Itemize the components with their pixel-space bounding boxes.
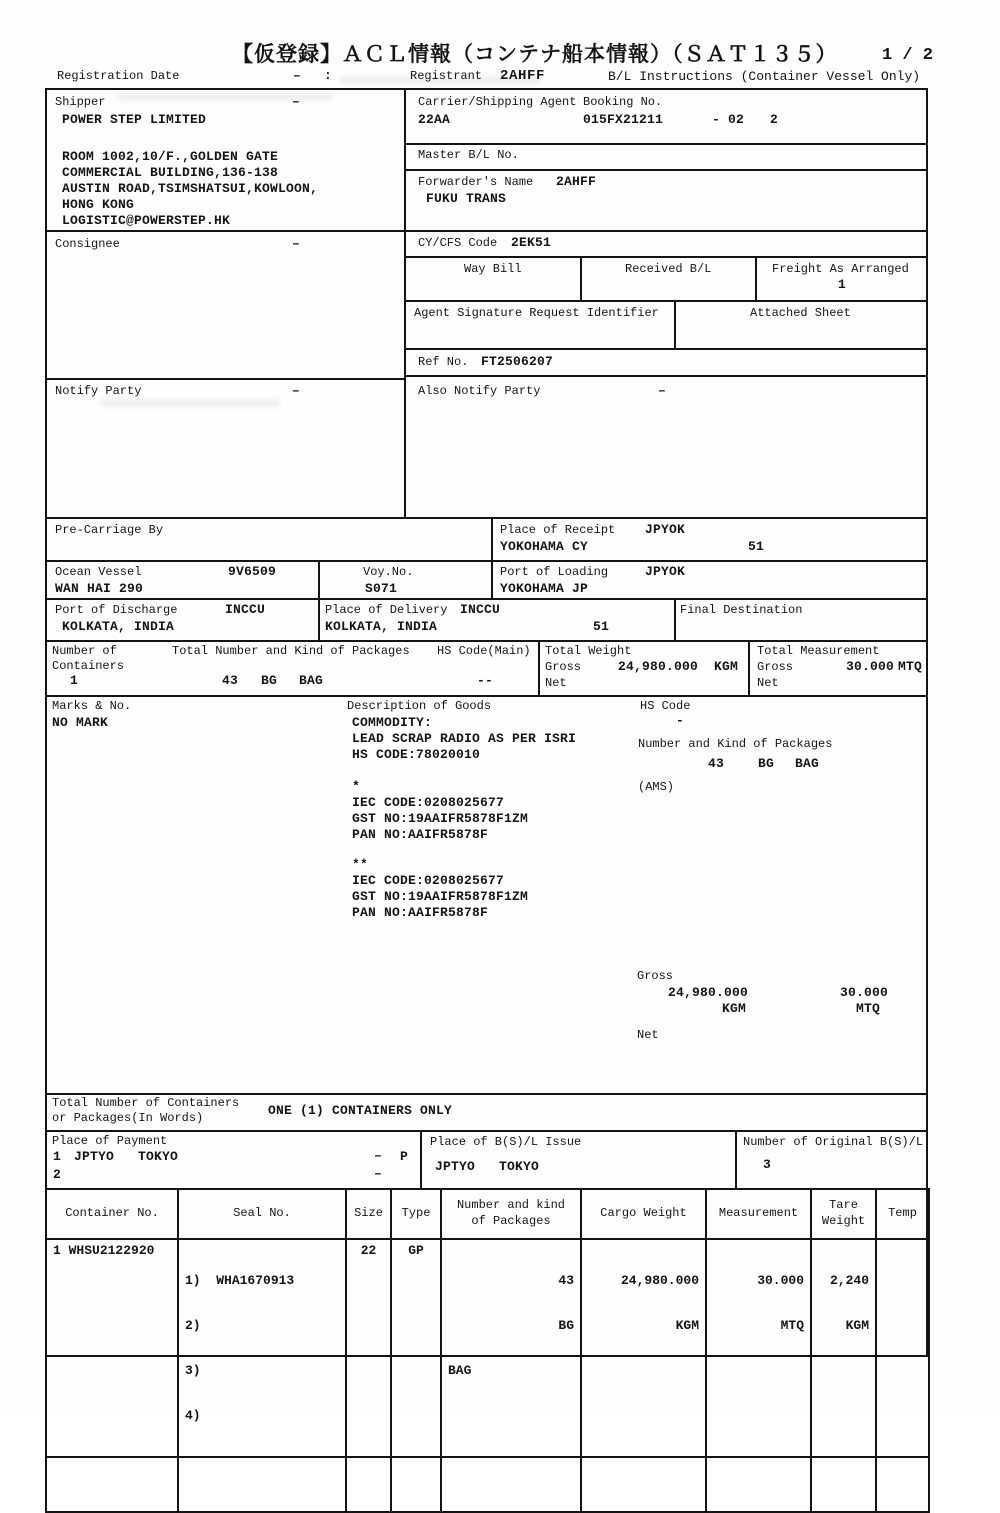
cargo-weight-unit: KGM [675, 1318, 699, 1333]
carrier-value: 22AA [418, 112, 451, 127]
ocean-vessel-code: 9V6509 [228, 564, 277, 579]
container-row [46, 1239, 929, 1457]
registrant-label: Registrant [410, 69, 483, 83]
original-bl-label: Number of Original B(S)/L [743, 1135, 924, 1149]
forwarder-code: 2AHFF [556, 174, 597, 189]
total-measurement-net-label: Net [757, 676, 779, 690]
cargo-weight-cell [581, 1239, 706, 1457]
port-of-discharge-code: INCCU [225, 602, 266, 617]
description-line: IEC CODE:0208025677 [352, 873, 505, 888]
payment-line2-dash: – [374, 1166, 383, 1181]
seal-marker: 4) [185, 1408, 201, 1423]
goods-gross-measurement-unit: MTQ [856, 1001, 881, 1016]
booking-no-seq: 2 [770, 112, 779, 127]
description-line: ** [352, 857, 369, 872]
booking-no-label: Booking No. [583, 95, 663, 109]
port-of-loading-code: JPYOK [645, 564, 686, 579]
col-header-size: Size [346, 1189, 391, 1239]
booking-no-value: 015FX21211 [583, 112, 664, 127]
goods-net-label: Net [637, 1028, 659, 1042]
words-label-line1: Total Number of Containers [52, 1096, 240, 1110]
place-of-receipt-value: 51 [748, 539, 765, 554]
hs-code-main-value: -- [477, 673, 494, 688]
cy-cfs-label: CY/CFS Code [418, 236, 498, 250]
seal-marker: 3) [185, 1363, 201, 1378]
shipper-address-line: HONG KONG [62, 197, 135, 212]
registration-date-label: Registration Date [57, 69, 180, 83]
type-cell: GP [391, 1239, 441, 1457]
packages-qty: 43 [558, 1273, 574, 1288]
cargo-weight-value: 24,980.000 [620, 1273, 699, 1288]
col-header-temp: Temp [876, 1189, 929, 1239]
description-line: COMMODITY: [352, 715, 433, 730]
freight-as-arranged-value: 1 [838, 277, 847, 292]
payment-line2-no: 2 [53, 1167, 62, 1182]
measurement-cell [706, 1239, 811, 1457]
packages-kind: BAG [448, 1363, 472, 1378]
payment-line1-value: JPTYO TOKYO [74, 1149, 179, 1164]
freight-as-arranged-label: Freight As Arranged [772, 262, 909, 276]
tare-weight-unit: KGM [845, 1318, 869, 1333]
port-of-loading-label: Port of Loading [500, 565, 609, 579]
original-bl-value: 3 [763, 1157, 772, 1172]
shipper-address-line: AUSTIN ROAD,TSIMSHATSUI,KOWLOON, [62, 181, 319, 196]
col-header-packages-line1: Number and kind [456, 1198, 566, 1213]
words-value: ONE (1) CONTAINERS ONLY [268, 1103, 453, 1118]
measurement-value: 30.000 [757, 1273, 804, 1288]
booking-no-suffix: - 02 [712, 112, 745, 127]
place-of-receipt-code: JPYOK [645, 522, 686, 537]
col-header-seal-no: Seal No. [178, 1189, 346, 1239]
goods-gross-weight-unit: KGM [722, 1001, 747, 1016]
total-packages-code: BG [261, 673, 278, 688]
payment-line1-no: 1 [53, 1149, 62, 1164]
master-bl-label: Master B/L No. [418, 148, 519, 162]
container-table [45, 1188, 930, 1513]
payment-line1-code: P [400, 1149, 409, 1164]
description-line: IEC CODE:0208025677 [352, 795, 505, 810]
voyage-value: S071 [365, 581, 398, 596]
notify-party-dash: – [292, 383, 301, 398]
consignee-label: Consignee [55, 237, 120, 251]
col-header-cargo-weight: Cargo Weight [581, 1189, 706, 1239]
size-cell: 22 [346, 1239, 391, 1457]
col-header-type: Type [391, 1189, 441, 1239]
pre-carriage-label: Pre-Carriage By [55, 523, 164, 537]
empty-cell [346, 1457, 391, 1512]
total-packages-qty: 43 [222, 673, 239, 688]
cy-cfs-value: 2EK51 [511, 235, 552, 250]
total-weight-label: Total Weight [545, 644, 632, 658]
ref-no-label: Ref No. [418, 355, 469, 369]
shipper-address-line: COMMERCIAL BUILDING,136-138 [62, 165, 279, 180]
place-of-payment-label: Place of Payment [52, 1134, 168, 1148]
registrant-value: 2AHFF [500, 68, 546, 84]
shipper-label: Shipper [55, 95, 106, 109]
total-weight-gross-unit: KGM [714, 659, 739, 674]
container-no-value: WHSU2122920 [68, 1243, 155, 1258]
received-bl-label: Received B/L [625, 262, 712, 276]
also-notify-label: Also Notify Party [418, 384, 541, 398]
empty-cell [811, 1457, 876, 1512]
registration-date-colon: : [324, 68, 333, 83]
carrier-label: Carrier/Shipping Agent [418, 95, 577, 109]
description-line: PAN NO:AAIFR5878F [352, 905, 489, 920]
goods-gross-measurement: 30.000 [840, 985, 889, 1000]
goods-gross-weight: 24,980.000 [668, 985, 749, 1000]
total-packages-kind: BAG [299, 673, 324, 688]
hs-code-main-label: HS Code(Main) [437, 644, 531, 658]
col-header-packages [441, 1189, 581, 1239]
also-notify-dash: – [658, 383, 667, 398]
measurement-unit: MTQ [780, 1318, 804, 1333]
words-label-line2: or Packages(In Words) [52, 1111, 204, 1125]
page-number: 1 / 2 [882, 46, 934, 65]
empty-cell [876, 1457, 929, 1512]
notify-party-cell [45, 378, 406, 519]
total-weight-gross-label: Gross [545, 660, 582, 674]
empty-cell [581, 1457, 706, 1512]
place-of-delivery-code: INCCU [460, 602, 501, 617]
description-line: LEAD SCRAP RADIO AS PER ISRI [352, 731, 577, 746]
description-line: GST NO:19AAIFR5878F1ZM [352, 889, 529, 904]
attached-sheet-label: Attached Sheet [750, 306, 851, 320]
seal-no-value: WHA1670913 [216, 1273, 295, 1288]
num-containers-value: 1 [70, 673, 79, 688]
registration-date-dash: – [293, 68, 302, 83]
tare-weight-value: 2,240 [829, 1273, 869, 1288]
shipper-address-line: ROOM 1002,10/F.,GOLDEN GATE [62, 149, 279, 164]
consignee-cell [45, 230, 406, 380]
empty-cell [441, 1457, 581, 1512]
ocean-vessel-name: WAN HAI 290 [55, 581, 144, 596]
empty-cell [391, 1457, 441, 1512]
description-line: PAN NO:AAIFR5878F [352, 827, 489, 842]
container-no-cell [46, 1239, 178, 1457]
row-index: 1 [53, 1243, 61, 1258]
total-measurement-gross-unit: MTQ [898, 659, 923, 674]
ams-flag: (AMS) [638, 780, 675, 794]
empty-cell [178, 1457, 346, 1512]
col-header-container-no: Container No. [46, 1189, 178, 1239]
place-of-delivery-name: KOLKATA, INDIA [325, 619, 438, 634]
tare-weight-cell [811, 1239, 876, 1457]
col-header-packages-line2: of Packages [471, 1214, 551, 1228]
description-line: HS CODE:78020010 [352, 747, 481, 762]
temp-cell [876, 1239, 929, 1457]
port-of-loading-name: YOKOHAMA JP [500, 581, 589, 596]
col-header-tare-line2: Weight [821, 1214, 866, 1228]
goods-packages-code: BG [758, 756, 775, 771]
seal-marker: 1) [185, 1273, 201, 1288]
shipper-empty-dash: – [292, 94, 301, 109]
page-title: 【仮登録】ＡＣＬ情報（コンテナ船本情報）（ＳＡＴ１３５） [232, 42, 838, 66]
total-measurement-label: Total Measurement [757, 644, 880, 658]
goods-gross-label: Gross [637, 969, 674, 983]
bl-issue-value: JPTYO TOKYO [435, 1159, 540, 1174]
goods-packages-label: Number and Kind of Packages [638, 737, 833, 751]
port-of-discharge-label: Port of Discharge [55, 603, 178, 617]
place-of-receipt-label: Place of Receipt [500, 523, 616, 537]
seal-no-cell [178, 1239, 346, 1457]
container-row-empty [46, 1457, 929, 1512]
total-weight-gross-value: 24,980.000 [618, 659, 699, 674]
port-of-discharge-name: KOLKATA, INDIA [62, 619, 175, 634]
consignee-empty-dash: – [292, 236, 301, 251]
shipper-address-line: LOGISTIC@POWERSTEP.HK [62, 213, 231, 228]
goods-hs-code-value: - [676, 713, 685, 728]
description-line: * [352, 779, 361, 794]
seal-marker: 2) [185, 1318, 201, 1333]
total-weight-net-label: Net [545, 676, 567, 690]
place-of-receipt-name: YOKOHAMA CY [500, 539, 589, 554]
notify-party-label: Notify Party [55, 384, 142, 398]
shipper-name: POWER STEP LIMITED [62, 112, 207, 127]
marks-label: Marks & No. [52, 699, 132, 713]
place-of-delivery-label: Place of Delivery [325, 603, 448, 617]
bl-issue-label: Place of B(S)/L Issue [430, 1135, 582, 1149]
num-containers-label2: Containers [52, 659, 125, 673]
voyage-label: Voy.No. [363, 565, 414, 579]
description-line: GST NO:19AAIFR5878F1ZM [352, 811, 529, 826]
ref-no-value: FT2506207 [481, 354, 554, 369]
marks-value: NO MARK [52, 715, 109, 730]
goods-packages-qty: 43 [708, 756, 725, 771]
col-header-tare-line1: Tare [829, 1198, 858, 1213]
goods-packages-kind: BAG [795, 756, 820, 771]
col-header-tare-weight [811, 1189, 876, 1239]
col-header-measurement: Measurement [706, 1189, 811, 1239]
forwarder-label: Forwarder's Name [418, 175, 534, 189]
place-of-delivery-value: 51 [593, 619, 610, 634]
payment-line1-dash: – [374, 1148, 383, 1163]
total-measurement-gross-value: 30.000 [846, 659, 895, 674]
total-measurement-gross-label: Gross [757, 660, 794, 674]
way-bill-label: Way Bill [464, 262, 522, 276]
packages-cell [441, 1239, 581, 1457]
goods-hs-code-label: HS Code [640, 699, 691, 713]
agent-signature-label: Agent Signature Request Identifier [414, 306, 659, 320]
total-packages-label: Total Number and Kind of Packages [172, 644, 410, 658]
description-label: Description of Goods [347, 699, 492, 713]
bl-instructions-label: B/L Instructions (Container Vessel Only) [608, 69, 921, 84]
empty-cell [46, 1457, 178, 1512]
packages-code: BG [558, 1318, 574, 1333]
ocean-vessel-label: Ocean Vessel [55, 565, 142, 579]
forwarder-name: FUKU TRANS [426, 191, 507, 206]
final-destination-label: Final Destination [680, 603, 803, 617]
empty-cell [706, 1457, 811, 1512]
num-containers-label1: Number of [52, 644, 117, 658]
